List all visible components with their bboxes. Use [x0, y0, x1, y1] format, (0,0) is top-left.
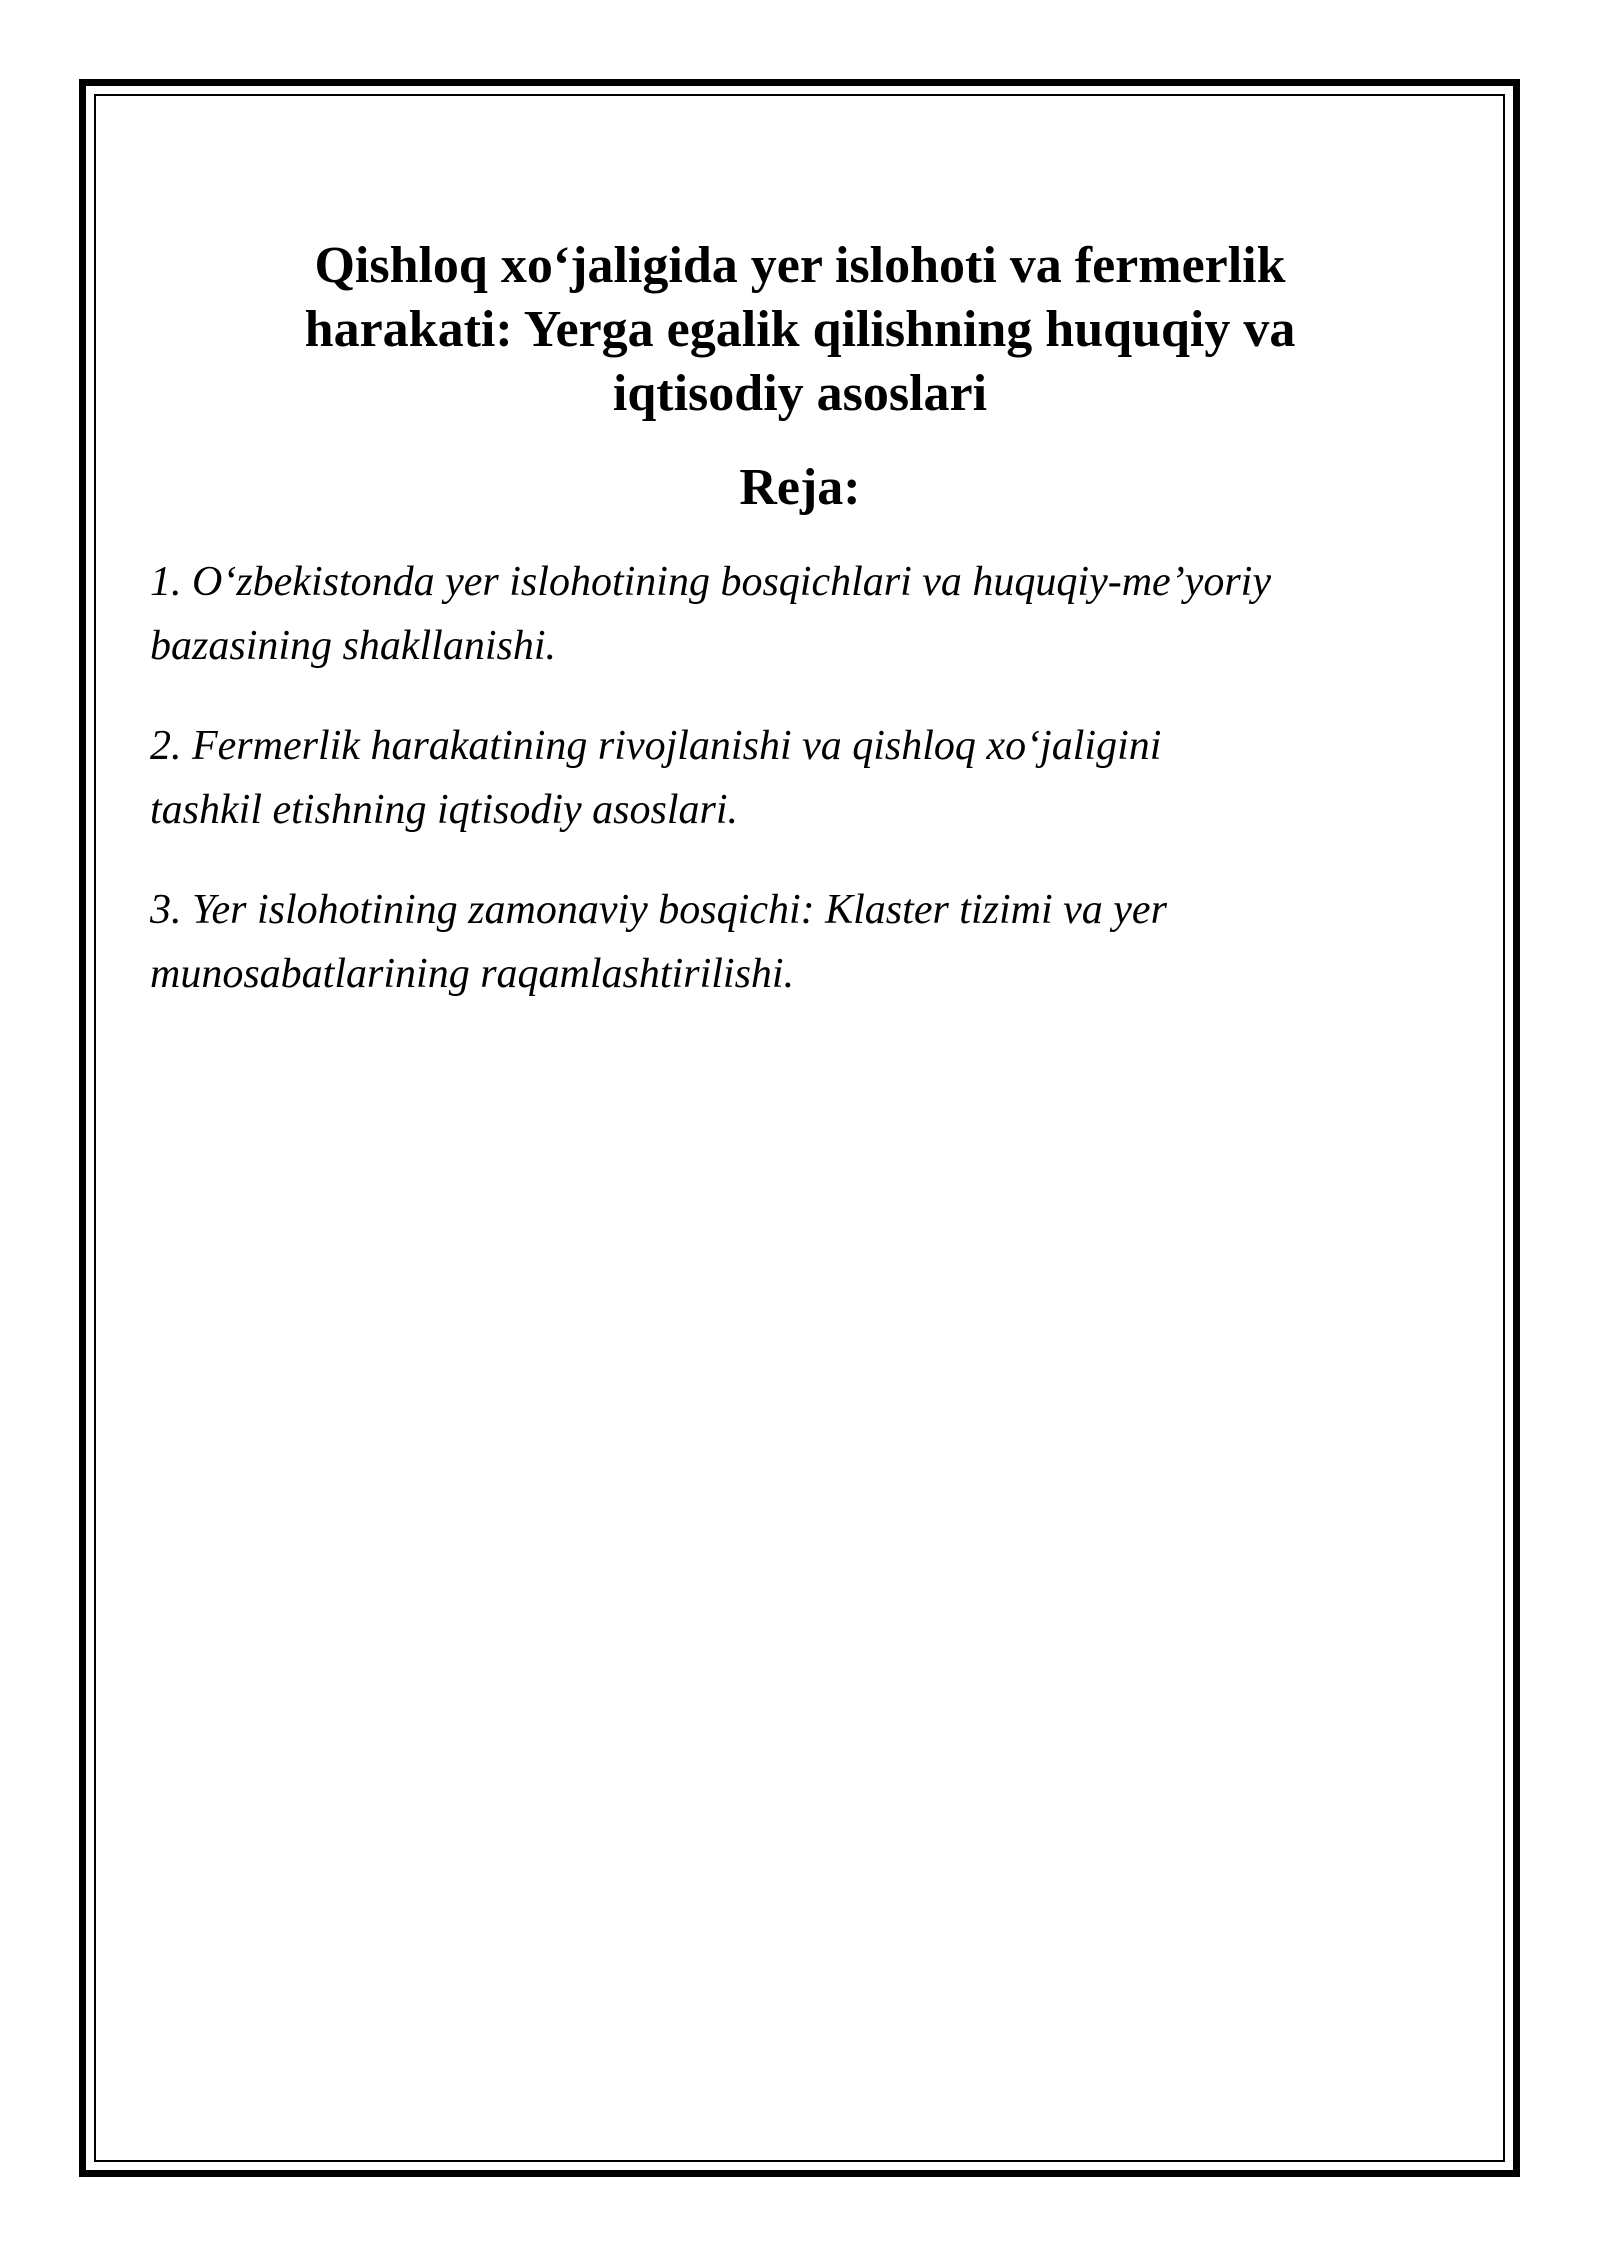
plan-item-line: 3. Yer islohotining zamonaviy bosqichi: Klaster tizimi va yer [150, 887, 1167, 933]
plan-item [150, 550, 1450, 678]
title-line: Qishloq xo‘jaligida yer islohoti va fermerlik [314, 237, 1286, 294]
title-line: iqtisodiy asoslari [612, 365, 988, 422]
plan-item [150, 714, 1450, 842]
plan-item-line: 1. O‘zbekistonda yer islohotining bosqichlari va huquqiy-me’yoriy [150, 559, 1271, 605]
plan-heading: Reja: [739, 459, 861, 516]
plan-item-line: tashkil etishning iqtisodiy asoslari. [150, 787, 739, 833]
plan-item-line: bazasining shakllanishi. [150, 623, 557, 669]
plan-list [150, 550, 1450, 1006]
title-line: harakati: Yerga egalik qilishning huquqiy va [304, 301, 1296, 358]
document-title [150, 234, 1450, 426]
plan-item [150, 878, 1450, 1006]
document-content [150, 234, 1450, 1042]
plan-item-line: 2. Fermerlik harakatining rivojlanishi va qishloq xo‘jaligini [150, 723, 1162, 769]
plan-item-line: munosabatlarining raqamlashtirilishi. [150, 951, 795, 997]
